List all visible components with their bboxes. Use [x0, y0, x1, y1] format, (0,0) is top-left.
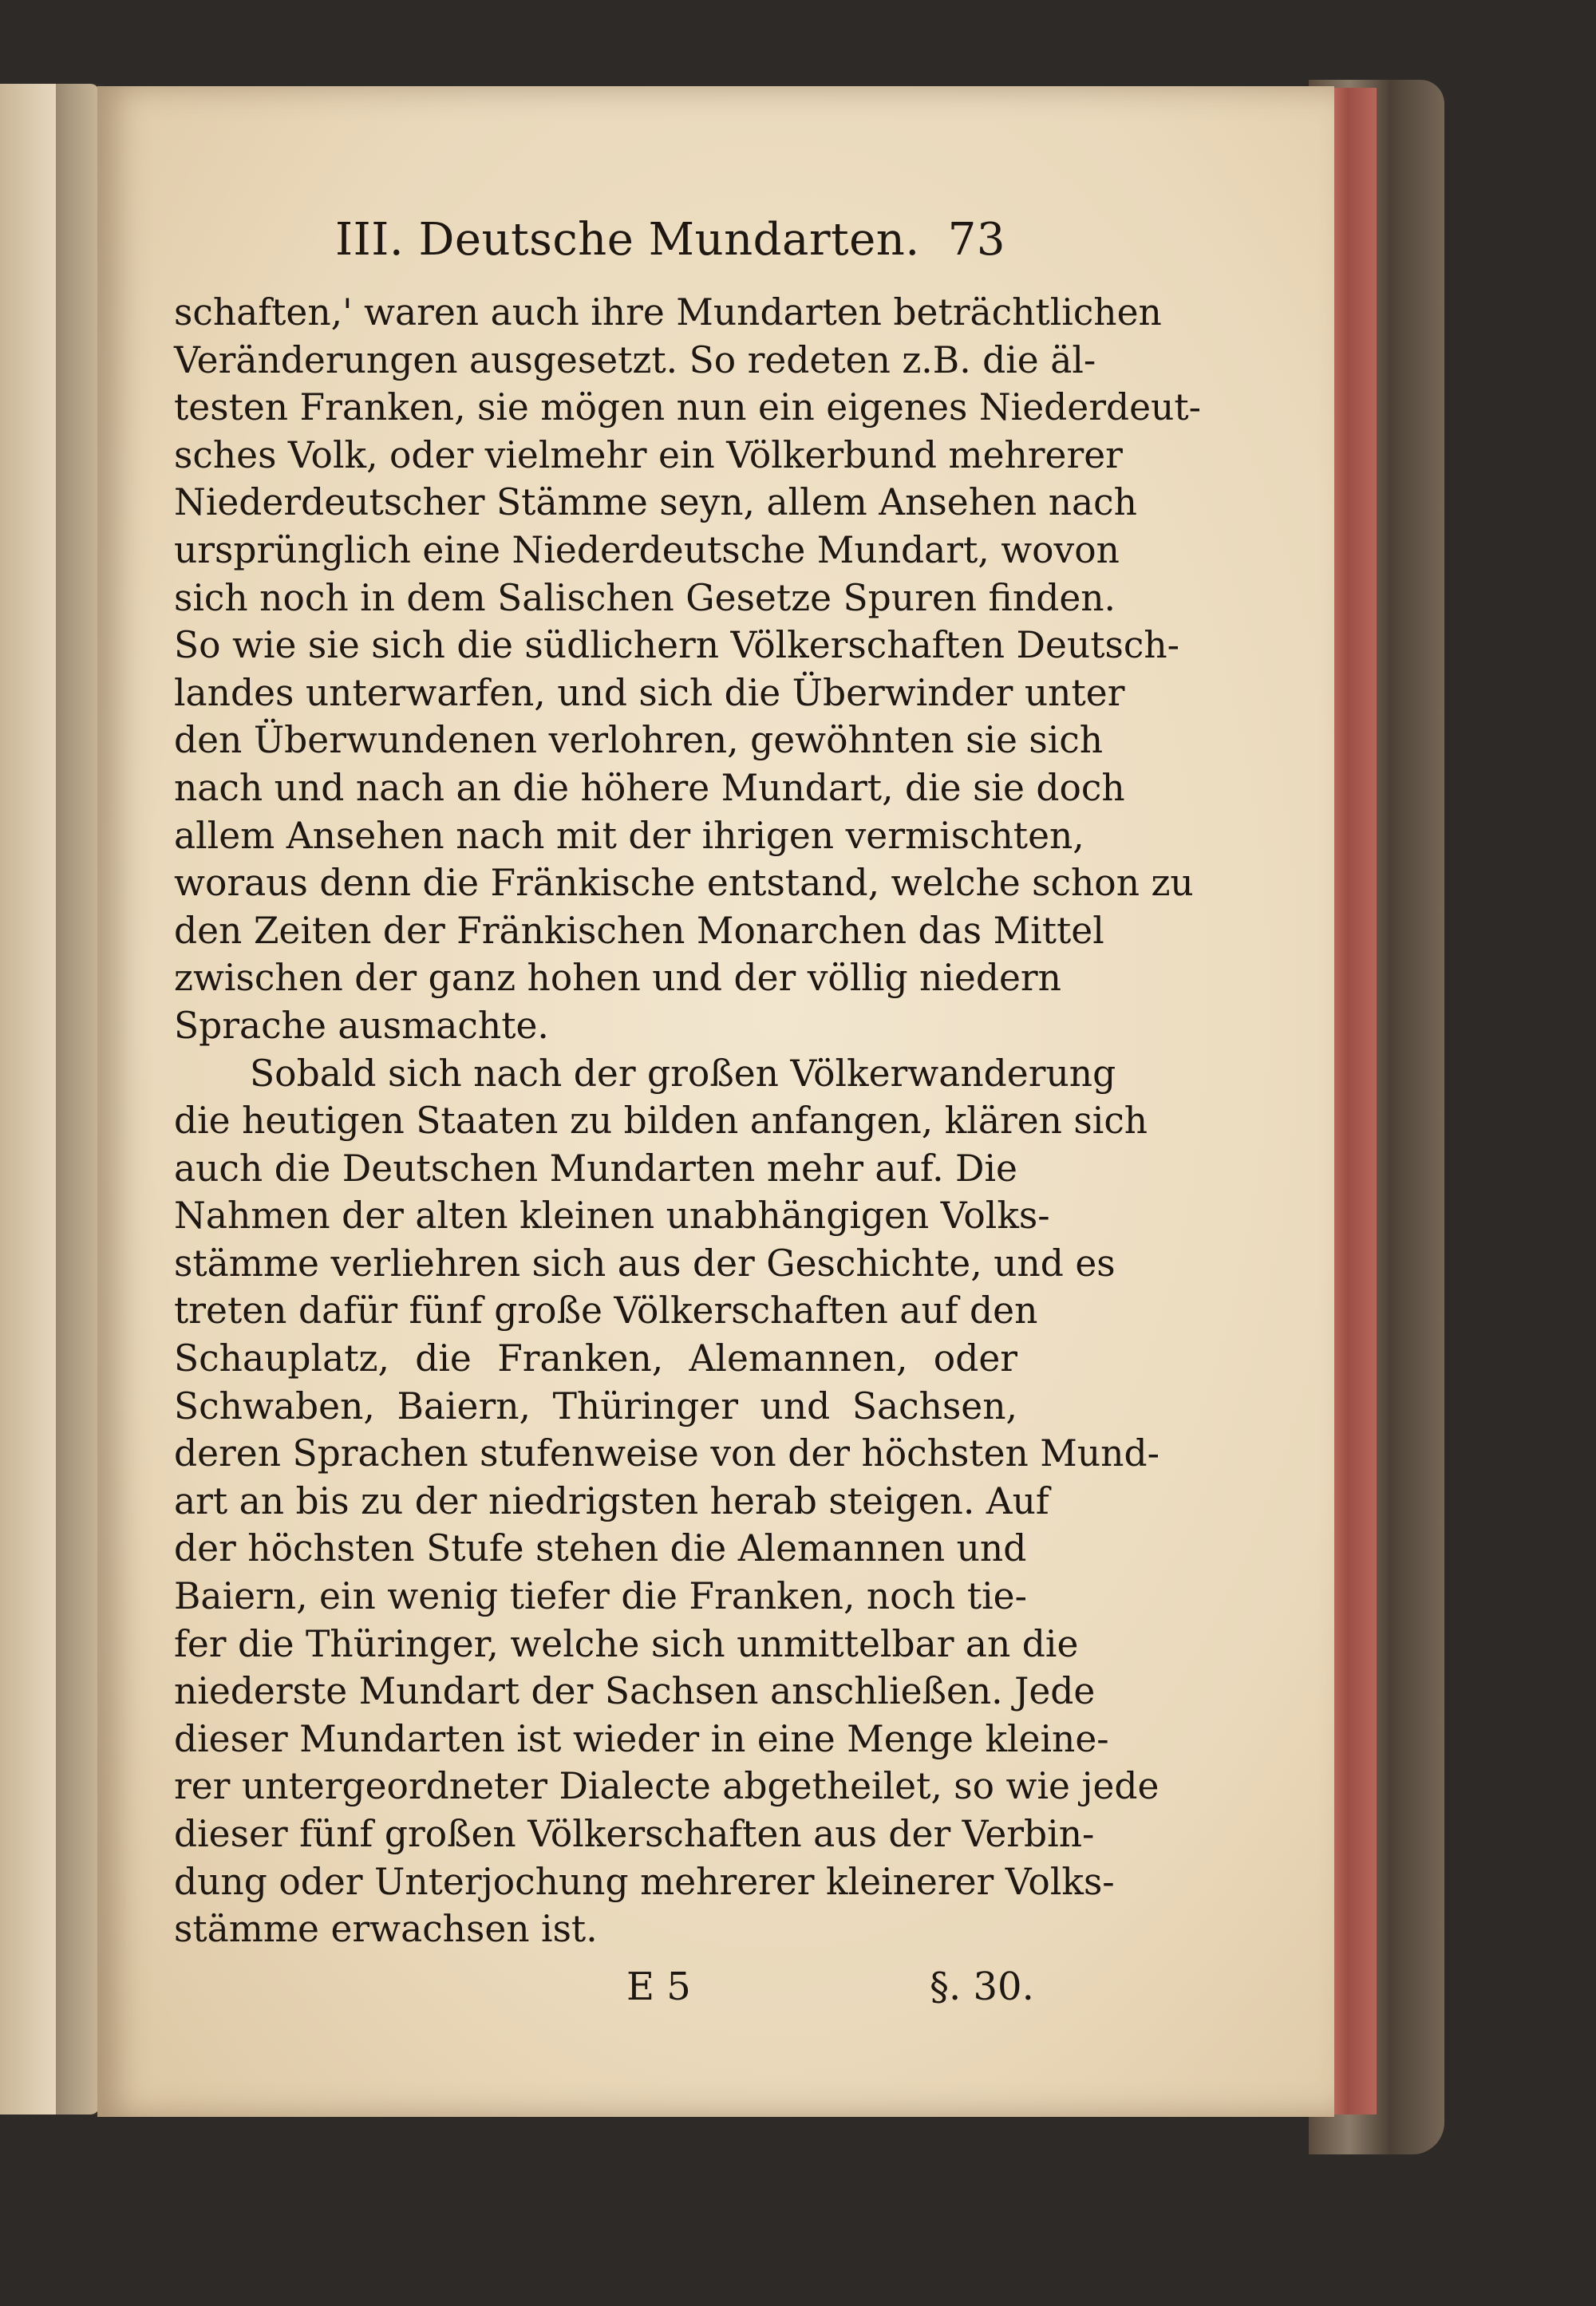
text-line: Nahmen der alten kleinen unabhängigen Volks-	[174, 1194, 1050, 1238]
running-head	[335, 214, 1005, 266]
text-line: So wie sie sich die südlichern Völkerschaften Deutsch-	[174, 624, 1180, 667]
text-line: die heutigen Staaten zu bilden anfangen, klären sich	[174, 1100, 1148, 1143]
page-number: 73	[947, 214, 1005, 266]
text-line: Sobald sich nach der großen Völkerwanderung	[250, 1052, 1116, 1095]
text-line: der höchsten Stufe stehen die Alemannen und	[174, 1527, 1027, 1570]
catchword: §. 30.	[930, 1964, 1034, 2009]
text-line: den Überwundenen verlohren, gewöhnten sie sich	[174, 719, 1104, 762]
text-line: nach und nach an die höhere Mundart, die sie doch	[174, 766, 1125, 809]
text-line: ursprünglich eine Niederdeutsche Mundart, wovon	[174, 528, 1120, 571]
chapter-title: III. Deutsche Mundarten.	[335, 214, 920, 266]
text-line: stämme erwachsen ist.	[174, 1908, 598, 1951]
text-line: Niederdeutscher Stämme seyn, allem Ansehen nach	[174, 481, 1137, 524]
text-line: stämme verliehren sich aus der Geschichte, und es	[174, 1242, 1116, 1285]
text-line: dung oder Unterjochung mehrerer kleinerer Volks-	[174, 1860, 1115, 1903]
text-line: dieser Mundarten ist wieder in eine Menge kleine-	[174, 1717, 1109, 1760]
text-line: auch die Deutschen Mundarten mehr auf. Die	[174, 1147, 1017, 1190]
text-line: Sprache ausmachte.	[174, 1004, 549, 1047]
text-line: Schwaben, Baiern, Thüringer und Sachsen,	[174, 1384, 1017, 1427]
text-line: dieser fünf großen Völkerschaften aus der Verbin-	[174, 1813, 1095, 1855]
text-line: testen Franken, sie mögen nun ein eigenes Niederdeut-	[174, 386, 1201, 429]
text-line: rer untergeordneter Dialecte abgetheilet, so wie jede	[174, 1765, 1159, 1808]
text-line: deren Sprachen stufenweise von der höchsten Mund-	[174, 1432, 1159, 1475]
book-gutter-shadow	[56, 84, 104, 2114]
text-line: fer die Thüringer, welche sich unmittelbar an die	[174, 1622, 1079, 1665]
red-page-edges	[1329, 88, 1377, 2114]
text-line: schaften,' waren auch ihre Mundarten beträchtlichen	[174, 291, 1162, 334]
text-line: den Zeiten der Fränkischen Monarchen das Mittel	[174, 909, 1104, 952]
text-line: zwischen der ganz hohen und der völlig niedern	[174, 957, 1061, 1000]
text-line: treten dafür fünf große Völkerschaften auf den	[174, 1289, 1038, 1333]
text-line: sich noch in dem Salischen Gesetze Spuren finden.	[174, 576, 1116, 619]
text-line: Baiern, ein wenig tiefer die Franken, noch tie-	[174, 1575, 1027, 1618]
body-text	[174, 289, 1201, 1953]
text-line: woraus denn die Fränkische entstand, welche schon zu	[174, 862, 1194, 905]
text-line: landes unterwarfen, und sich die Überwinder unter	[174, 671, 1125, 714]
text-line: art an bis zu der niedrigsten herab steigen. Auf	[174, 1479, 1049, 1522]
text-line: allem Ansehen nach mit der ihrigen vermischten,	[174, 814, 1084, 857]
text-line: sches Volk, oder vielmehr ein Völkerbund mehrerer	[174, 433, 1123, 476]
text-line: Veränderungen ausgesetzt. So redeten z.B. die äl-	[174, 338, 1096, 381]
text-line: niederste Mundart der Sachsen anschließen. Jede	[174, 1670, 1096, 1713]
text-line: Schauplatz, die Franken, Alemannen, oder	[174, 1337, 1017, 1380]
signature-mark: E 5	[626, 1964, 691, 2009]
